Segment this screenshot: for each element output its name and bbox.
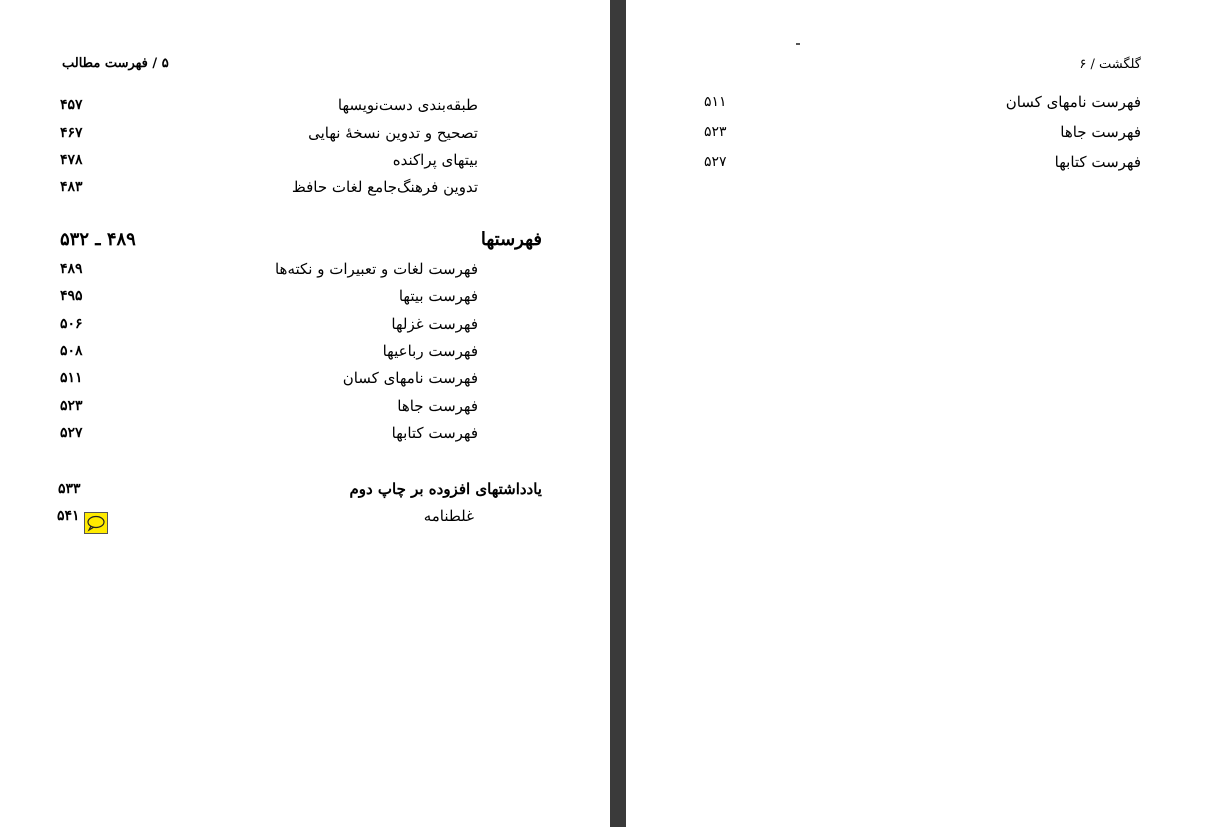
toc-entry-title: فهرست غزلها [391, 315, 478, 333]
toc-entry-title: فهرست جاها [397, 397, 478, 415]
toc-entry-page: ۵۲۳ [60, 398, 83, 414]
toc-entry-page: ۵۰۶ [60, 316, 83, 332]
toc-entry-page: ۵۱۱ [60, 370, 83, 386]
toc-entry-title: یادداشتهای افزوده بر چاپ دوم [349, 480, 542, 498]
toc-row [0, 122, 610, 144]
toc-row [0, 422, 610, 444]
comment-note-icon[interactable] [84, 512, 108, 534]
toc-entry-title: تدوین فرهنگ‌جامع لغات حافظ [291, 178, 478, 196]
toc-row [0, 176, 610, 198]
toc-entry-page: ۴۵۷ [60, 97, 83, 113]
toc-entry-page: ۴۸۳ [60, 179, 83, 195]
toc-entry-title: فهرست لغات و تعبیرات و نکته‌ها [274, 260, 478, 278]
toc-entry-page: ۵۱۱ [704, 94, 727, 110]
toc-entry-page: ۵۲۳ [704, 124, 727, 140]
toc-row [0, 94, 610, 116]
left-running-head: ۵ / فهرست مطالب [62, 56, 169, 71]
toc-entry-title: فهرست نامهای کسان [342, 369, 478, 387]
toc-row [0, 285, 610, 307]
toc-row [0, 367, 610, 389]
toc-entry-page: ۵۰۸ [60, 343, 83, 359]
toc-row [0, 313, 610, 335]
toc-row [0, 258, 610, 280]
toc-entry-page: ۴۷۸ [60, 152, 83, 168]
toc-row [626, 121, 1231, 143]
toc-entry-title: فهرست رباعیها [382, 342, 478, 360]
toc-entry-page: ۴۶۷ [60, 125, 83, 141]
toc-entry-page: ۴۸۹ [60, 261, 83, 277]
toc-row [626, 91, 1231, 113]
toc-entry-title: فهرست کتابها [391, 424, 478, 442]
toc-entry-page: ۵۲۷ [60, 425, 83, 441]
toc-entry-page: ۵۲۷ [704, 154, 727, 170]
left-page [0, 0, 610, 827]
section-page-range: ۴۸۹ ـ ۵۳۲ [60, 229, 136, 250]
toc-row [0, 395, 610, 417]
toc-entry-page: ۵۴۱ [57, 508, 80, 524]
toc-entry-title: فهرست کتابها [1054, 153, 1141, 171]
page-gutter [610, 0, 626, 827]
right-page [626, 0, 1231, 827]
toc-entry-title: بیتهای پراکنده [392, 151, 478, 169]
toc-entry-page: ۵۳۳ [58, 481, 81, 497]
toc-row [0, 478, 610, 500]
section-heading: فهرستها [480, 229, 542, 250]
toc-entry-title: غلطنامه [423, 507, 474, 525]
toc-entry-title: فهرست جاها [1060, 123, 1141, 141]
toc-entry-title: طبقه‌بندی دست‌نویسها [337, 96, 478, 114]
toc-row [0, 340, 610, 362]
print-speck [796, 43, 800, 45]
toc-entry-title: فهرست بیتها [398, 287, 478, 305]
toc-row [626, 151, 1231, 173]
toc-entry-title: تصحیح و تدوین نسخهٔ نهایی [308, 124, 478, 142]
toc-entry-page: ۴۹۵ [60, 288, 83, 304]
toc-row [0, 149, 610, 171]
right-running-head: گلگشت / ۶ [1079, 57, 1141, 72]
toc-entry-title: فهرست نامهای کسان [1005, 93, 1141, 111]
